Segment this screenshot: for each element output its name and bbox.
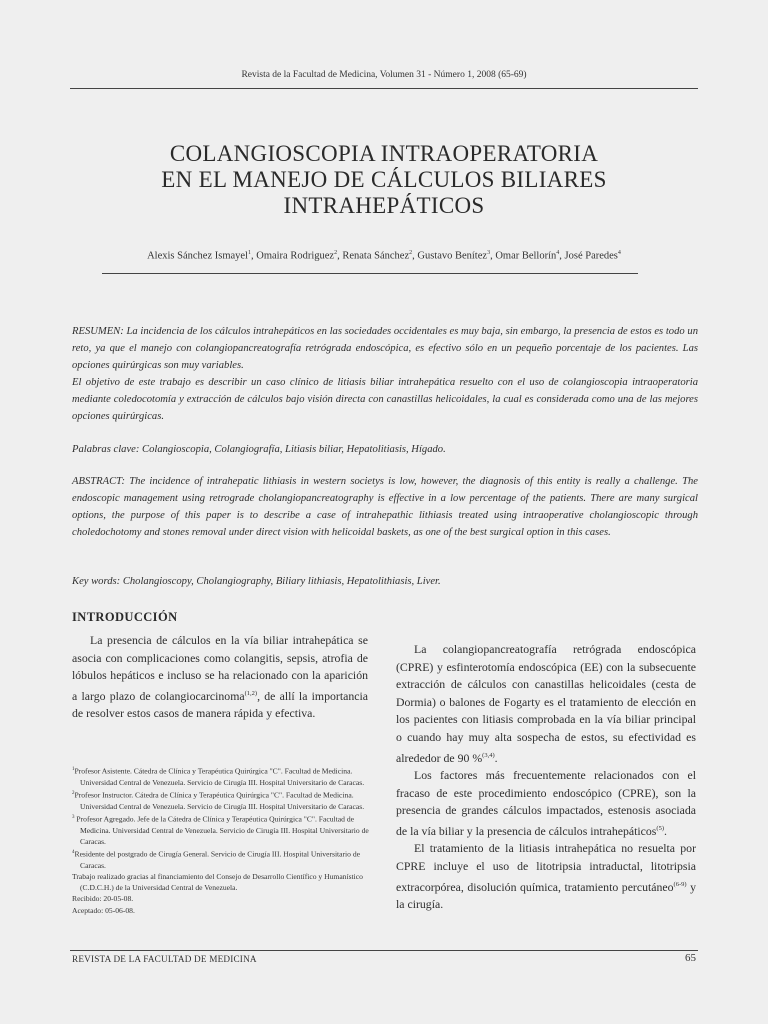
resumen-text: La incidencia de los cálculos intrahepáticos en las sociedades occidentales es muy baja, sin embargo, la presencia de estos es todo un reto, ya que el manejo con colangiopancreatografía retrógrada endoscópica, es efectivo sólo en un pequeño porcentaje de los pacientes. Las opciones quirúrgicas son muy variables.	[72, 326, 698, 371]
body-paragraph	[396, 641, 696, 767]
section-heading: INTRODUCCIÓN	[72, 610, 178, 624]
author-affiliation-mark: 2	[409, 250, 413, 256]
citation: (6-9)	[673, 880, 687, 888]
footnote-text: Profesor Agregado. Jefe de la Cátedra de Clínica y Terapéutica Quirúrgica "C". Facultad de Medicina. Universidad Central de Venezuela. Servicio de Cirugía III. Hospital Universitario de Caracas.	[74, 814, 369, 846]
palabras-clave-paragraph	[72, 441, 698, 458]
article-title	[70, 141, 698, 219]
author-affiliation-mark: 4	[556, 250, 560, 256]
body-paragraph	[72, 632, 368, 723]
footer-rule	[70, 950, 698, 951]
abstract-text: The incidence of intrahepatic lithiasis in western societys is low, however, the diagnosis of this entity is really a challenge. The endoscopic management using retrograde cholangiopancreatography is effective in a low percentage of the patients. There are many surgical options, the purpose of this paper is to describe a case of intrahepathic lithiasis treated using intraoperative cholangioscopic through choledochotomy and stones removal under direct vision with helicoidal baskets, as one of the best surgical option in this cases.	[72, 476, 698, 538]
author-affiliation-mark: 3	[487, 250, 491, 256]
key-words-paragraph	[72, 573, 698, 590]
author-list: Alexis Sánchez Ismayel$^1$, Omaira Rodriguez$^2$, Renata Sánchez$^2$, Gustavo Benítez$^3$, Omar Bellorín$^4$, José Paredes$^4$	[147, 250, 621, 262]
footnote-mark: 3	[72, 814, 75, 820]
resumen-label: RESUMEN:	[72, 326, 124, 337]
body-text: y la cirugía.	[396, 879, 696, 912]
body-text: .	[664, 823, 667, 838]
author-name: Gustavo Benítez	[417, 250, 488, 262]
body-column-right	[396, 641, 696, 914]
key-words-text: : Cholangioscopy, Cholangiography, Biliary lithiasis, Hepatolithiasis, Liver.	[116, 576, 441, 587]
title-line: INTRAHEPÁTICOS	[283, 193, 485, 218]
footer-journal-name: REVISTA DE LA FACULTAD DE MEDICINA	[72, 954, 257, 964]
key-words-label: Key words	[72, 576, 117, 587]
citation: (5)	[656, 824, 664, 832]
footnote	[72, 812, 372, 847]
body-text: El tratamiento de la litiasis intrahepática no resuelta por CPRE incluye el uso de litotripsia intraductal, litotripsia extracorpórea, disolución química, tratamiento percutáneo	[396, 841, 696, 894]
body-text: La presencia de cálculos en la vía biliar intrahepática se asocia con complicaciones como colangitis, sepsis, atrofia de lóbulos hepáticos e incluso se ha relacionado con la aparición a largo plazo de colangiocarcinoma	[72, 633, 368, 703]
body-text: .	[494, 750, 498, 765]
received-date: Recibido: 20-05-08.	[72, 894, 134, 904]
author-affiliation-mark: 4	[617, 250, 621, 256]
footnote-text: Profesor Instructor. Cátedra de Clínica y Terapéutica Quirúrgica "C". Facultad de Medicina. Universidad Central de Venezuela. Servicio de Cirugía III. Hospital Universitario de Caracas.	[74, 790, 365, 811]
accepted-date: Aceptado: 05-06-08.	[72, 905, 135, 915]
header-rule	[70, 88, 698, 89]
palabras-clave-label: Palabras clave	[72, 444, 136, 455]
running-head: Revista de la Facultad de Medicina, Volumen 31 - Número 1, 2008 (65-69)	[241, 70, 527, 80]
body-paragraph	[396, 840, 696, 913]
author-name: José Paredes	[564, 250, 618, 262]
authors-rule	[102, 273, 638, 274]
palabras-clave	[72, 441, 698, 458]
footnote	[72, 788, 372, 812]
body-paragraph	[396, 767, 696, 840]
abstract-paragraph	[72, 473, 698, 541]
body-column-left	[72, 632, 368, 723]
body-text: Los factores más frecuentemente relacionados con el fracaso de este procedimiento endoscópico (CPRE), son la presencia de grandes cálculos impactados, estenosis asociada de la vía biliar y la presencia de cálculos intrahepáticos	[396, 768, 696, 838]
footnote-mark: 1	[72, 767, 75, 772]
author-name: Renata Sánchez	[342, 250, 410, 262]
author-name: Omaira Rodriguez	[256, 250, 335, 262]
resumen-paragraph	[72, 323, 698, 374]
footnote	[72, 764, 372, 788]
title-line: COLANGIOSCOPIA INTRAOPERATORIA	[169, 141, 599, 166]
author-name: Alexis Sánchez Ismayel	[147, 250, 248, 262]
page-number: 65	[685, 952, 696, 964]
footnote-text: Residente del postgrado de Cirugía General. Servicio de Cirugía III. Hospital Universitario de Caracas.	[74, 849, 361, 870]
footnote-mark: 2	[72, 790, 75, 796]
author-name: Omar Bellorín	[495, 250, 557, 262]
abstract-block	[72, 473, 698, 541]
citation: (3,4)	[482, 751, 495, 759]
body-text: La colangiopancreatografía retrógrada endoscópica (CPRE) y esfinterotomía endoscópica (EE) con la subsecuente extracción de cálculos con canastillas helicoidales (cesta de Dormia) o balones de Fogarty es el tratamiento de elección en los pacientes con litiasis comprobada en la vía biliar principal o cuando hay muy alta sospecha de estos, su efectividad es alrededor de 90 %	[396, 642, 696, 765]
palabras-clave-text: : Colangioscopia, Colangiografía, Litiasis biliar, Hepatolitiasis, Hígado.	[135, 444, 446, 455]
footnote-text: Profesor Asistente. Cátedra de Clínica y Terapéutica Quirúrgica "C". Facultad de Medicina. Universidad Central de Venezuela. Servicio de Cirugía III. Hospital Universitario de Caracas.	[74, 766, 365, 787]
author-affiliation-mark: 2	[334, 250, 338, 256]
resumen-block	[72, 323, 698, 425]
key-words	[72, 573, 698, 590]
body-text: , de allí la importancia de resolver estos casos de manera rápida y efectiva.	[72, 688, 368, 721]
title-line: EN EL MANEJO DE CÁLCULOS BILIARES	[161, 167, 607, 192]
resumen-paragraph: El objetivo de este trabajo es describir un caso clínico de litiasis biliar intrahepática resuelto con el uso de colangioscopia intraoperatoria mediante coledocotomía y extracción de cálculos bajo visión directa con canastillas helicoidales, la cual es considerada como una de las mejores opciones quirúrgicas.	[72, 377, 698, 422]
footnote-mark: 4	[72, 850, 75, 856]
funding-note: Trabajo realizado gracias al financiamiento del Consejo de Desarrollo Científico y Humanístico (C.D.C.H.) de la Universidad Central de Venezuela.	[72, 871, 363, 893]
abstract-label: ABSTRACT:	[72, 476, 125, 487]
citation: (1,2)	[244, 689, 258, 697]
footnote	[72, 847, 372, 871]
author-affiliation-mark: 1	[247, 250, 251, 256]
footnotes	[72, 764, 372, 916]
